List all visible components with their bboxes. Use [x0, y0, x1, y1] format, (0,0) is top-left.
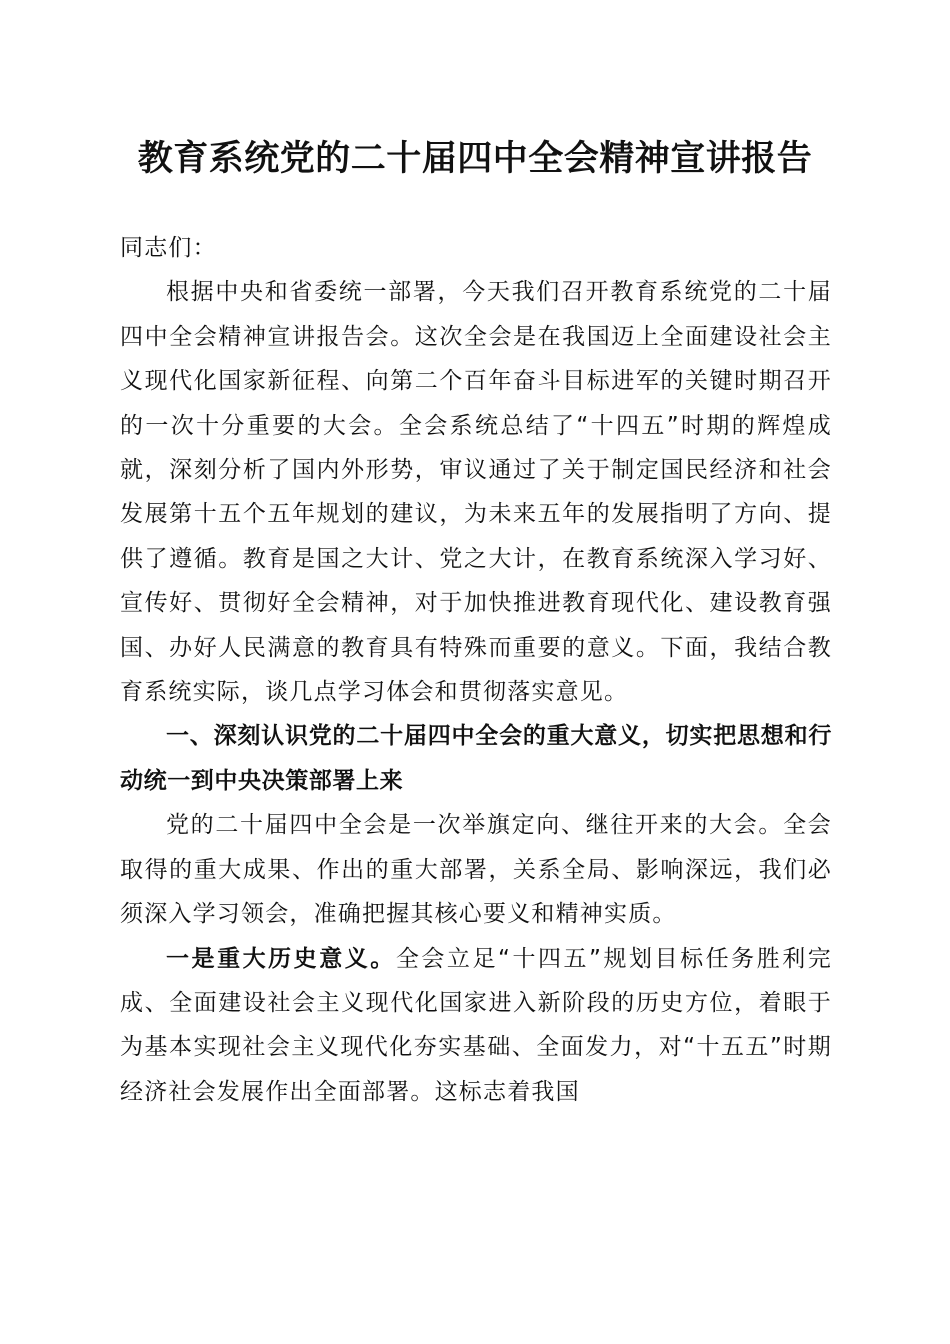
point-1-paragraph [120, 937, 832, 1115]
point-1-text: 全会立足“十四五”规划目标任务胜利完成、全面建设社会主义现代化国家进入新阶段的历史方位，着眼于为基本实现社会主义现代化夯实基础、全面发力，对“十五五”时期经济社会发展作出全面部署。这标志着我国 [120, 945, 832, 1105]
intro-paragraph: 根据中央和省委统一部署，今天我们召开教育系统党的二十届四中全会精神宣讲报告会。这次全会是在我国迈上全面建设社会主义现代化国家新征程、向第二个百年奋斗目标进军的关键时期召开的一次十分重要的大会。全会系统总结了“十四五”时期的辉煌成就，深刻分析了国内外形势，审议通过了关于制定国民经济和社会发展第十五个五年规划的建议，为未来五年的发展指明了方向、提供了遵循。教育是国之大计、党之大计，在教育系统深入学习好、宣传好、贯彻好全会精神，对于加快推进教育现代化、建设教育强国、办好人民满意的教育具有特殊而重要的意义。下面，我结合教育系统实际，谈几点学习体会和贯彻落实意见。 [120, 279, 832, 706]
section-heading-1: 一、深刻认识党的二十届四中全会的重大意义，切实把思想和行动统一到中央决策部署上来 [120, 723, 832, 794]
salutation: 同志们： [120, 235, 217, 261]
section-1-paragraph: 党的二十届四中全会是一次举旗定向、继往开来的大会。全会取得的重大成果、作出的重大部署，关系全局、影响深远，我们必须深入学习领会，准确把握其核心要义和精神实质。 [120, 812, 832, 928]
document-body [120, 226, 832, 1114]
point-1-lead: 一是重大历史意义。 [166, 945, 396, 972]
document-title: 教育系统党的二十届四中全会精神宣讲报告 [137, 138, 813, 179]
